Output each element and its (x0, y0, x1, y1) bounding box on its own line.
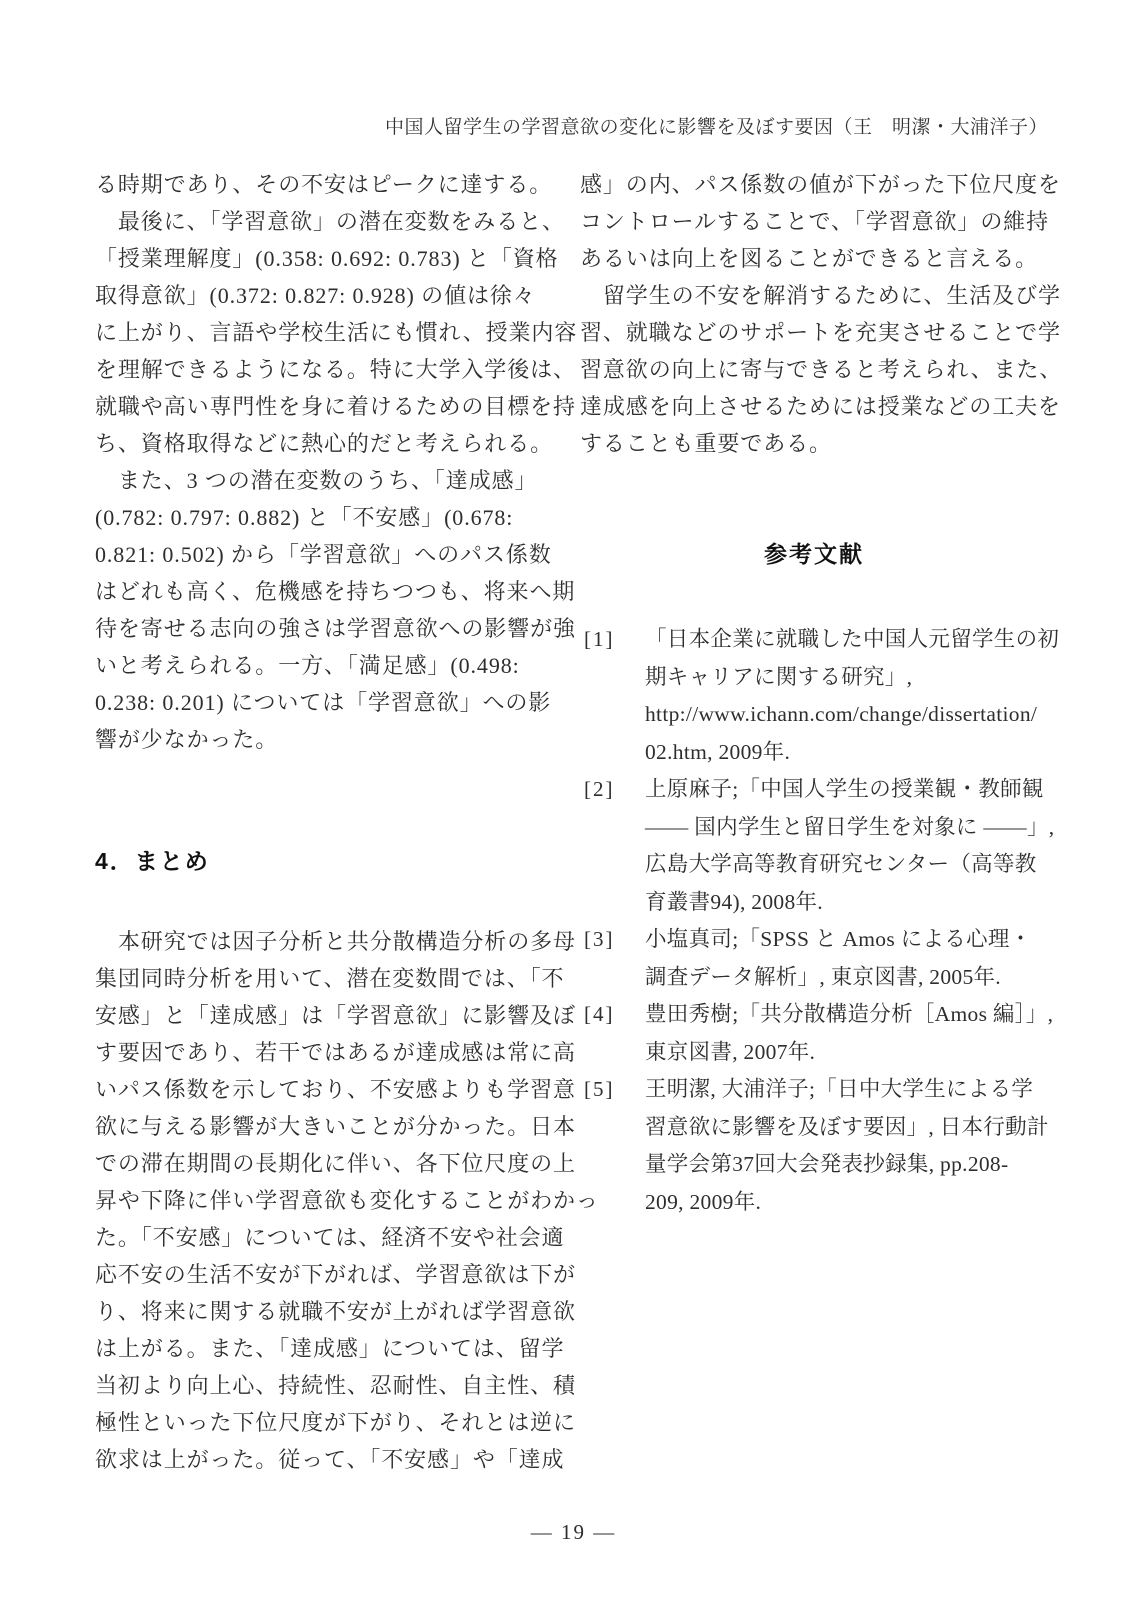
references-heading: 参考文献 (764, 541, 864, 567)
text-line: コントロールすることで、「学習意欲」の維持 (580, 209, 1050, 234)
text-line: を理解できるようになる。特に大学入学後は、 (95, 357, 576, 382)
text-line: 応不安の生活不安が下がれば、学習意欲は下が (95, 1262, 576, 1287)
running-head: 中国人留学生の学習意欲の変化に影響を及ぼす要因（王 明潔・大浦洋子） (384, 117, 1048, 138)
reference-marker: [5] (584, 1077, 615, 1101)
reference-line: 東京図書, 2007年. (645, 1039, 816, 1064)
text-line: はどれも高く、危機感を持ちつつも、将来へ期 (95, 579, 576, 604)
text-line: 欲に与える影響が大きいことが分かった。日本 (95, 1114, 576, 1139)
reference-line: 小塩真司;「SPSS と Amos による心理・ (645, 927, 1032, 951)
two-column-body (95, 166, 1063, 1478)
text-line: 取得意欲」(0.372: 0.827: 0.928) の値は徐々 (95, 283, 536, 308)
text-line: あるいは向上を図ることができると言える。 (580, 246, 1039, 271)
text-line: することも重要である。 (580, 431, 832, 456)
reference-line: 期キャリアに関する研究」, (645, 664, 913, 689)
text-line: ち、資格取得などに熱心的だと考えられる。 (95, 431, 554, 456)
text-line: る時期であり、その不安はピークに達する。 (95, 172, 553, 197)
text-line: 本研究では因子分析と共分散構造分析の多母 (95, 929, 576, 954)
references-list (580, 621, 1060, 1221)
text-line: 「授業理解度」(0.358: 0.692: 0.783) と「資格 (95, 246, 559, 271)
reference-line: 量学会第37回大会発表抄録集, pp.208- (645, 1152, 1009, 1176)
text-line: す要因であり、若干ではあるが達成感は常に高 (95, 1040, 576, 1065)
text-line: は上がる。また、「達成感」については、留学 (95, 1336, 565, 1361)
text-line: 0.821: 0.502) から「学習意欲」へのパス係数 (95, 542, 552, 567)
text-line: いと考えられる。一方、「満足感」(0.498: (95, 653, 520, 678)
text-line: 最後に、「学習意欲」の潜在変数をみると、 (95, 209, 565, 234)
text-line: での滞在期間の長期化に伴い、各下位尺度の上 (95, 1151, 576, 1176)
text-line: 欲求は上がった。従って、「不安感」や「達成 (95, 1447, 565, 1472)
reference-entry (580, 771, 1055, 921)
reference-entry (580, 621, 1060, 771)
reference-marker: [4] (584, 1002, 615, 1026)
text-line: 安感」と「達成感」は「学習意欲」に影響及ぼ (95, 1003, 576, 1028)
reference-entry (580, 1071, 1048, 1221)
reference-line: 「日本企業に就職した中国人元留学生の初 (645, 627, 1060, 651)
reference-line: 王明潔, 大浦洋子;「日中大学生による学 (645, 1077, 1034, 1101)
section-heading-matome: 4．まとめ (95, 848, 210, 874)
text-line: た。「不安感」については、経済不安や社会適 (95, 1225, 565, 1250)
left-column (95, 166, 599, 1478)
reference-line: 02.htm, 2009年. (645, 739, 791, 764)
text-line: り、将来に関する就職不安が上がれば学習意欲 (95, 1299, 576, 1324)
text-line: 待を寄せる志向の強さは学習意欲への影響が強 (95, 616, 576, 641)
text-line: に上がり、言語や学校生活にも慣れ、授業内容 (95, 320, 578, 345)
right-column (580, 166, 1063, 1478)
text-line: 響が少なかった。 (95, 727, 279, 752)
text-line: (0.782: 0.797: 0.882) と「不安感」(0.678: (95, 505, 514, 530)
text-line: いパス係数を示しており、不安感よりも学習意 (95, 1077, 576, 1102)
text-line: 昇や下降に伴い学習意欲も変化することがわかっ (95, 1188, 599, 1213)
text-line: 集団同時分析を用いて、潜在変数間では、「不 (95, 966, 565, 991)
reference-line: 調査データ解析」, 東京図書, 2005年. (645, 964, 1001, 989)
text-line: 0.238: 0.201) については「学習意欲」への影 (95, 690, 552, 715)
reference-marker: [1] (584, 627, 615, 651)
reference-line: 広島大学高等教育研究センター（高等教 (645, 852, 1037, 876)
reference-line: 209, 2009年. (645, 1189, 762, 1214)
text-line: 習、就職などのサポートを充実させることで学 (580, 320, 1061, 345)
reference-marker: [2] (584, 777, 615, 801)
reference-line: 豊田秀樹;「共分散構造分析［Amos 編］」, (645, 1002, 1054, 1026)
text-line: また、3 つの潜在変数のうち、「達成感」 (95, 468, 538, 493)
paragraph-summary (95, 923, 599, 1478)
reference-entry (580, 996, 1054, 1071)
reference-marker: [3] (584, 927, 615, 951)
text-line: 感」の内、パス係数の値が下がった下位尺度を (580, 172, 1061, 197)
reference-line: 上原麻子;「中国人学生の授業観・教師観 (645, 777, 1044, 801)
page-number: — 19 — (530, 1520, 617, 1544)
text-line: 達成感を向上させるためには授業などの工夫を (580, 394, 1061, 419)
reference-line: 育叢書94), 2008年. (645, 889, 823, 914)
reference-line: 習意欲に影響を及ぼす要因」, 日本行動計 (645, 1114, 1049, 1139)
reference-line: http://www.ichann.com/change/dissertation/ (645, 702, 1038, 726)
reference-entry (580, 921, 1048, 996)
text-line: 留学生の不安を解消するために、生活及び学 (580, 283, 1061, 308)
text-line: 就職や高い専門性を身に着けるための目標を持 (95, 394, 576, 419)
text-line: 当初より向上心、持続性、忍耐性、自主性、積 (95, 1373, 576, 1398)
text-line: 極性といった下位尺度が下がり、それとは逆に (95, 1410, 576, 1435)
paragraph-discussion (95, 166, 578, 758)
paragraph-conclusion (580, 166, 1063, 462)
reference-line: —— 国内学生と留日学生を対象に ——」, (645, 814, 1055, 839)
text-line: 習意欲の向上に寄与できると考えられ、また、 (580, 357, 1063, 382)
